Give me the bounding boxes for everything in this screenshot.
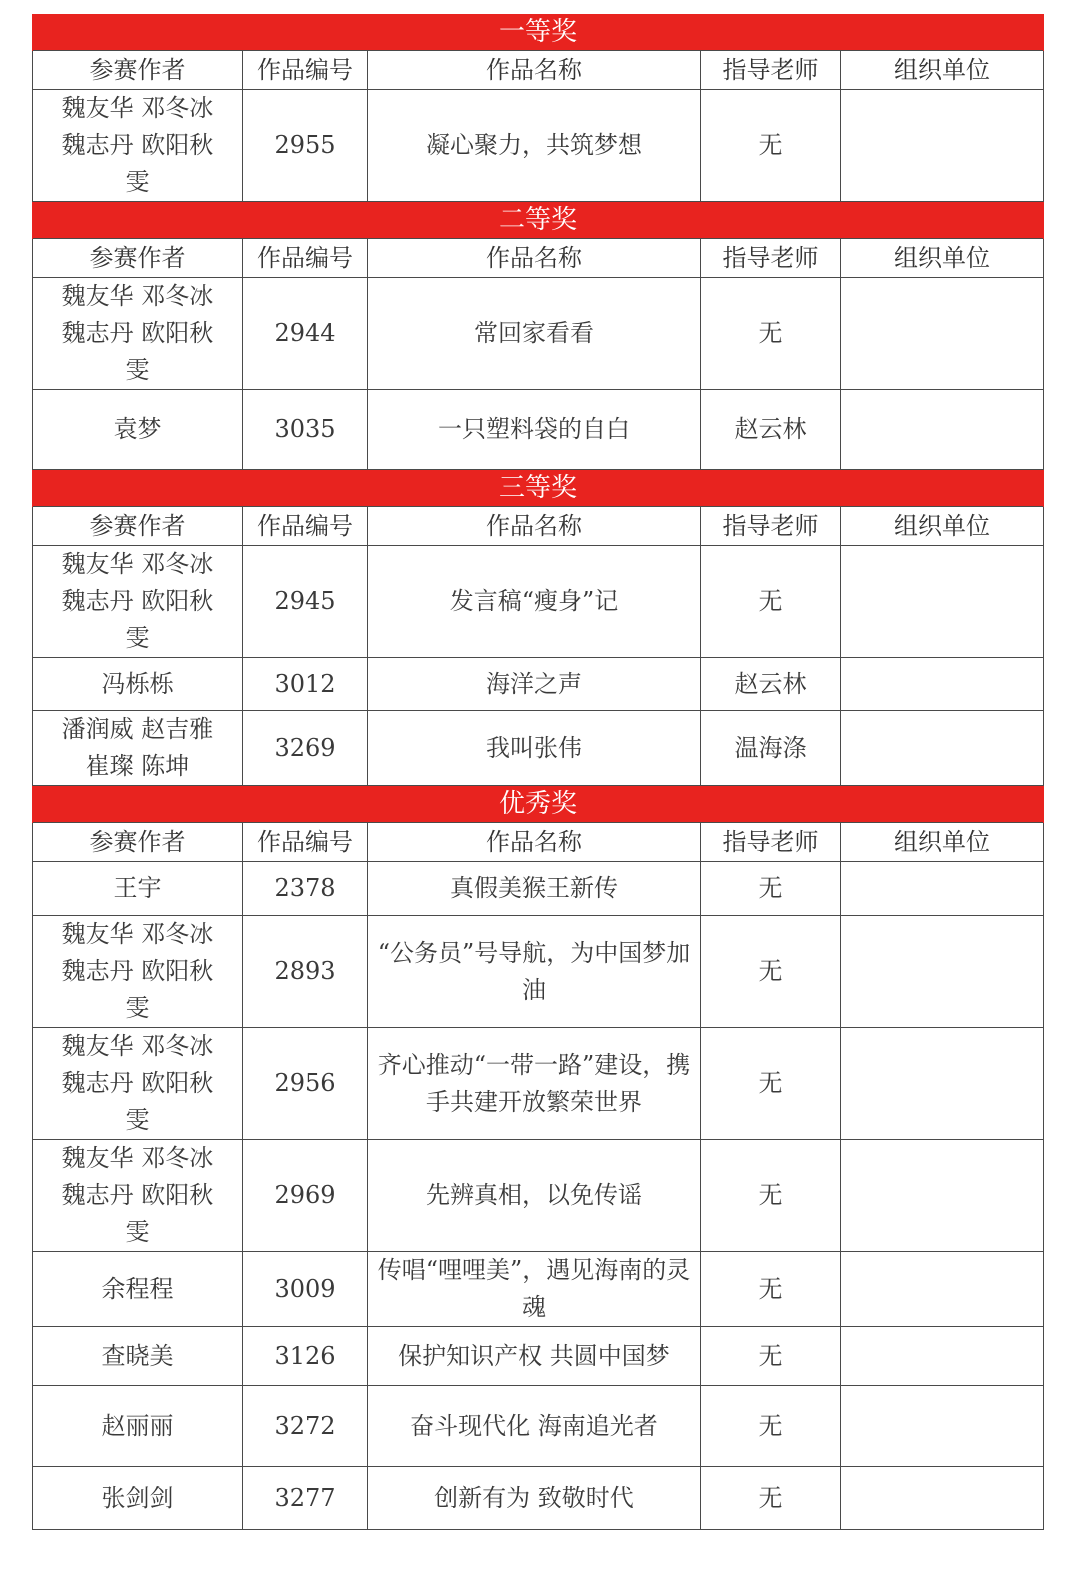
organization-cell <box>841 278 1044 390</box>
teacher-cell: 无 <box>701 90 841 202</box>
header-teacher: 指导老师 <box>701 239 841 278</box>
header-teacher: 指导老师 <box>701 51 841 90</box>
header-authors: 参赛作者 <box>33 51 243 90</box>
table-row <box>33 711 1044 786</box>
header-work-id: 作品编号 <box>243 51 368 90</box>
header-organization: 组织单位 <box>841 507 1044 546</box>
teacher-cell: 无 <box>701 862 841 916</box>
header-authors: 参赛作者 <box>33 507 243 546</box>
table-row <box>33 90 1044 202</box>
work-name-cell: 常回家看看 <box>368 278 701 390</box>
work-id-cell: 3272 <box>243 1386 368 1467</box>
teacher-cell: 无 <box>701 546 841 658</box>
table-row <box>33 658 1044 711</box>
organization-cell <box>841 862 1044 916</box>
table-row <box>33 390 1044 470</box>
column-header-row <box>33 507 1044 546</box>
authors-cell: 王宇 <box>33 862 243 916</box>
teacher-cell: 无 <box>701 1386 841 1467</box>
work-id-cell: 3269 <box>243 711 368 786</box>
organization-cell <box>841 658 1044 711</box>
section-title: 一等奖 <box>33 14 1044 51</box>
header-work-id: 作品编号 <box>243 823 368 862</box>
section-title: 三等奖 <box>33 470 1044 507</box>
teacher-cell: 赵云林 <box>701 658 841 711</box>
table-row <box>33 1467 1044 1530</box>
work-name-cell: 凝心聚力，共筑梦想 <box>368 90 701 202</box>
column-header-row <box>33 239 1044 278</box>
section-title: 优秀奖 <box>33 786 1044 823</box>
section-title-row <box>33 14 1044 51</box>
organization-cell <box>841 1028 1044 1140</box>
section-title: 二等奖 <box>33 202 1044 239</box>
organization-cell <box>841 390 1044 470</box>
table-row <box>33 1327 1044 1386</box>
work-name-cell: 奋斗现代化 海南追光者 <box>368 1386 701 1467</box>
work-id-cell: 3277 <box>243 1467 368 1530</box>
authors-cell: 冯栎栎 <box>33 658 243 711</box>
header-teacher: 指导老师 <box>701 823 841 862</box>
header-teacher: 指导老师 <box>701 507 841 546</box>
authors-cell: 魏友华 邓冬冰 魏志丹 欧阳秋 雯 <box>33 916 243 1028</box>
table-row <box>33 546 1044 658</box>
teacher-cell: 赵云林 <box>701 390 841 470</box>
work-name-cell: 发言稿“瘦身”记 <box>368 546 701 658</box>
column-header-row <box>33 823 1044 862</box>
work-name-cell: 先辨真相，以免传谣 <box>368 1140 701 1252</box>
authors-cell: 魏友华 邓冬冰 魏志丹 欧阳秋 雯 <box>33 1140 243 1252</box>
teacher-cell: 无 <box>701 1028 841 1140</box>
table-row <box>33 862 1044 916</box>
authors-cell: 魏友华 邓冬冰 魏志丹 欧阳秋 雯 <box>33 278 243 390</box>
header-work-name: 作品名称 <box>368 51 701 90</box>
header-work-name: 作品名称 <box>368 507 701 546</box>
authors-cell: 潘润威 赵吉雅 崔璨 陈坤 <box>33 711 243 786</box>
table-row <box>33 1140 1044 1252</box>
work-name-cell: “公务员”号导航，为中国梦加油 <box>368 916 701 1028</box>
organization-cell <box>841 1252 1044 1327</box>
table-row <box>33 1252 1044 1327</box>
header-work-name: 作品名称 <box>368 823 701 862</box>
authors-cell: 查晓美 <box>33 1327 243 1386</box>
work-id-cell: 2893 <box>243 916 368 1028</box>
organization-cell <box>841 90 1044 202</box>
organization-cell <box>841 1467 1044 1530</box>
work-id-cell: 3126 <box>243 1327 368 1386</box>
table-row <box>33 1386 1044 1467</box>
header-organization: 组织单位 <box>841 823 1044 862</box>
work-name-cell: 传唱“哩哩美”，遇见海南的灵魂 <box>368 1252 701 1327</box>
table-row <box>33 278 1044 390</box>
organization-cell <box>841 1386 1044 1467</box>
authors-cell: 魏友华 邓冬冰 魏志丹 欧阳秋 雯 <box>33 1028 243 1140</box>
authors-cell: 袁梦 <box>33 390 243 470</box>
authors-cell: 魏友华 邓冬冰 魏志丹 欧阳秋 雯 <box>33 90 243 202</box>
header-work-id: 作品编号 <box>243 239 368 278</box>
organization-cell <box>841 1327 1044 1386</box>
organization-cell <box>841 711 1044 786</box>
header-work-name: 作品名称 <box>368 239 701 278</box>
work-id-cell: 2944 <box>243 278 368 390</box>
work-name-cell: 创新有为 致敬时代 <box>368 1467 701 1530</box>
header-organization: 组织单位 <box>841 51 1044 90</box>
table-row <box>33 916 1044 1028</box>
teacher-cell: 无 <box>701 278 841 390</box>
award-table <box>32 14 1044 1530</box>
header-organization: 组织单位 <box>841 239 1044 278</box>
header-work-id: 作品编号 <box>243 507 368 546</box>
header-authors: 参赛作者 <box>33 239 243 278</box>
teacher-cell: 温海涤 <box>701 711 841 786</box>
authors-cell: 赵丽丽 <box>33 1386 243 1467</box>
section-title-row <box>33 786 1044 823</box>
work-id-cell: 3012 <box>243 658 368 711</box>
work-id-cell: 3009 <box>243 1252 368 1327</box>
work-id-cell: 2969 <box>243 1140 368 1252</box>
work-name-cell: 我叫张伟 <box>368 711 701 786</box>
work-id-cell: 2956 <box>243 1028 368 1140</box>
work-name-cell: 一只塑料袋的自白 <box>368 390 701 470</box>
authors-cell: 张剑剑 <box>33 1467 243 1530</box>
section-title-row <box>33 202 1044 239</box>
teacher-cell: 无 <box>701 1252 841 1327</box>
table-row <box>33 1028 1044 1140</box>
work-name-cell: 齐心推动“一带一路”建设，携手共建开放繁荣世界 <box>368 1028 701 1140</box>
column-header-row <box>33 51 1044 90</box>
authors-cell: 魏友华 邓冬冰 魏志丹 欧阳秋 雯 <box>33 546 243 658</box>
section-title-row <box>33 470 1044 507</box>
authors-cell: 余程程 <box>33 1252 243 1327</box>
teacher-cell: 无 <box>701 916 841 1028</box>
organization-cell <box>841 546 1044 658</box>
award-table-body <box>33 14 1044 1530</box>
work-id-cell: 3035 <box>243 390 368 470</box>
organization-cell <box>841 916 1044 1028</box>
organization-cell <box>841 1140 1044 1252</box>
work-name-cell: 保护知识产权 共圆中国梦 <box>368 1327 701 1386</box>
teacher-cell: 无 <box>701 1327 841 1386</box>
work-name-cell: 海洋之声 <box>368 658 701 711</box>
work-id-cell: 2955 <box>243 90 368 202</box>
work-id-cell: 2945 <box>243 546 368 658</box>
work-name-cell: 真假美猴王新传 <box>368 862 701 916</box>
teacher-cell: 无 <box>701 1140 841 1252</box>
teacher-cell: 无 <box>701 1467 841 1530</box>
work-id-cell: 2378 <box>243 862 368 916</box>
header-authors: 参赛作者 <box>33 823 243 862</box>
